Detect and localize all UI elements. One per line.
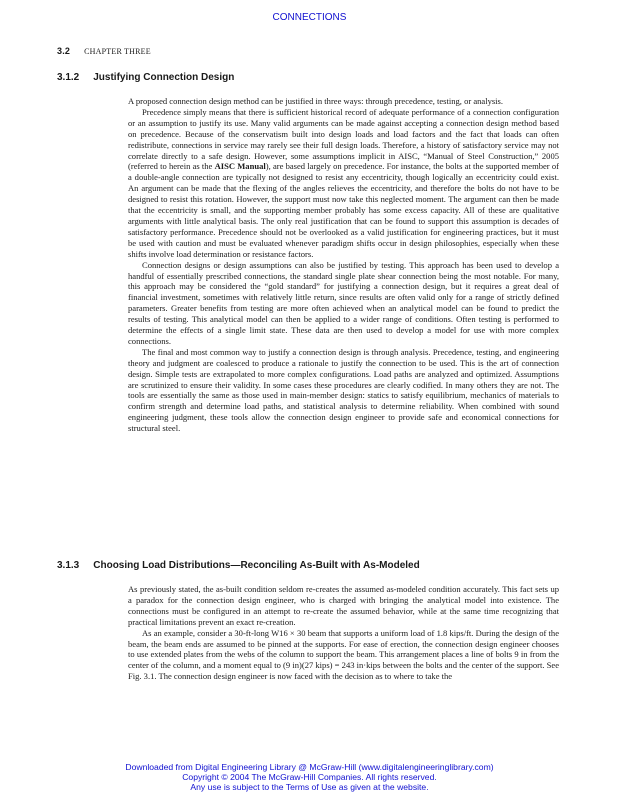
top-connections-link[interactable]: CONNECTIONS: [272, 12, 347, 23]
section-heading-3-1-3: [57, 560, 420, 571]
section-title: Justifying Connection Design: [93, 72, 235, 83]
chapter-label: CHAPTER THREE: [84, 47, 151, 56]
aisc-manual-emphasis: AISC Manual: [214, 161, 266, 172]
section-3-1-3-body: [128, 584, 559, 682]
footer-download-link[interactable]: Downloaded from Digital Engineering Library @ McGraw-Hill (www.digitalengineeringlibrary.com): [125, 762, 494, 772]
paragraph: A proposed connection design method can be justified in three ways: through precedence, testing, or analysis.: [128, 96, 504, 106]
footer-copyright-line: Copyright © 2004 The McGraw-Hill Companies. All rights reserved.: [182, 772, 437, 782]
page-number: 3.2: [57, 46, 71, 56]
section-number: 3.1.2: [57, 72, 80, 83]
paragraph-text: ), are based largely on precedence. For instance, the bolts at the supported member of a double-angle connection are typically not designed to resist any eccentricity, though logically an eccentricity could exist. An argument can be made that the flexing of the angles relieves the eccentricity, and therefore the bolts do not have to be designed to resist this rotation. However, the support must now take this neglected moment. The argument can then be made that the eccentricity is small, and the supporting member probably has some excess capacity. All of these are qualitative arguments with little analytical basis. The only real justification that can be found to support this assumption is decades of satisfactory performance. Precedence should not be overlooked as a valid justification for engineering practices, but it must be used with caution and must be evaluated whenever paradigm shifts occur in design philosophies, especially when these shifts involve load determination or resistance factors.: [128, 161, 559, 259]
paragraph: Connection designs or design assumptions can also be justified by testing. This approach has been used to develop a handful of essentially prescribed connections, the standard single plate shear connection being the most notable. For many, this approach may be considered the “gold standard” for justifying a connection design, but it requires a great deal of financial investment, sometimes with relatively little return, since results are often valid only for a range of strictly defined parameters. Greater benefits from testing are more often achieved when an analytical model can be found to predict the results of testing. This analytical model can then be applied to a wider range of conditions. Often testing is performed to determine the effects of a single limit state. These data are then used to develop a model for use with more complex connections.: [128, 259, 559, 346]
paragraph: [128, 107, 559, 260]
paragraph: As an example, consider a 30-ft-long W16 × 30 beam that supports a uniform load of 1.8 kips/ft. During the design of the beam, the beam ends are assumed to be pinned at the supports. For ease of erection, the connection design engineer chooses to use extended plates from the webs of the column to support the beam. This arrangement places a line of bolts 9 in from the center of the column, and a moment equal to (9 in)(27 kips) = 243 in·kips between the bolts and the center of the support. See Fig. 3.1. The connection design engineer is now faced with the decision as to where to take the: [128, 627, 559, 682]
footer-terms-link[interactable]: Any use is subject to the Terms of Use as given at the website.: [190, 782, 429, 792]
running-head: [57, 46, 151, 56]
paragraph-text: Precedence simply means that there is sufficient historical record of adequate performance of a connection configuration or an assumption to justify its use. Many valid arguments can be made against accepting a connection design method based on precedence. Because of the conservatism built into design loads and load factors and the fact that loads can often redistribute, connections in service may rarely see their full design loads. Therefore, a history of satisfactory service may not correlate directly to a safe design. However, some assumptions implicit in AISC, “Manual of Steel Construction,” 2005 (referred to herein as the: [128, 106, 559, 172]
section-title: Choosing Load Distributions—Reconciling As-Built with As-Modeled: [93, 560, 420, 571]
section-3-1-2-body: [128, 96, 559, 434]
section-heading-3-1-2: [57, 72, 234, 83]
section-number: 3.1.3: [57, 560, 80, 571]
footer-copyright: [0, 762, 619, 792]
paragraph: The final and most common way to justify a connection design is through analysis. Precedence, testing, and engineering theory and judgment are coalesced to produce a rationale to justify the connection to be used. This is the art of connection design. Simple tests are extrapolated to more complex configurations. Load paths are analyzed and optimized. Assumptions are scrutinized to ensure their validity. In some cases these procedures are clearly codified. In many others they are not. The tools are essentially the same as those used in main-member design: statics to satisfy equilibrium, mechanics of materials to confirm strength and determine load paths, and statistical analysis to determine reliability. When combined with sound engineering judgment, these tools allow the connection design engineer to provide safe and economical connections for structural steel.: [128, 346, 559, 434]
paragraph: As previously stated, the as-built condition seldom re-creates the assumed as-modeled condition accurately. This fact sets up a paradox for the connection design engineer, who is charged with bringing the analytical model into existence. The connections must be configured in an attempt to re-create the assumed behavior, while at the same time recognizing that practical limitations prevent an exact re-creation.: [128, 584, 559, 627]
